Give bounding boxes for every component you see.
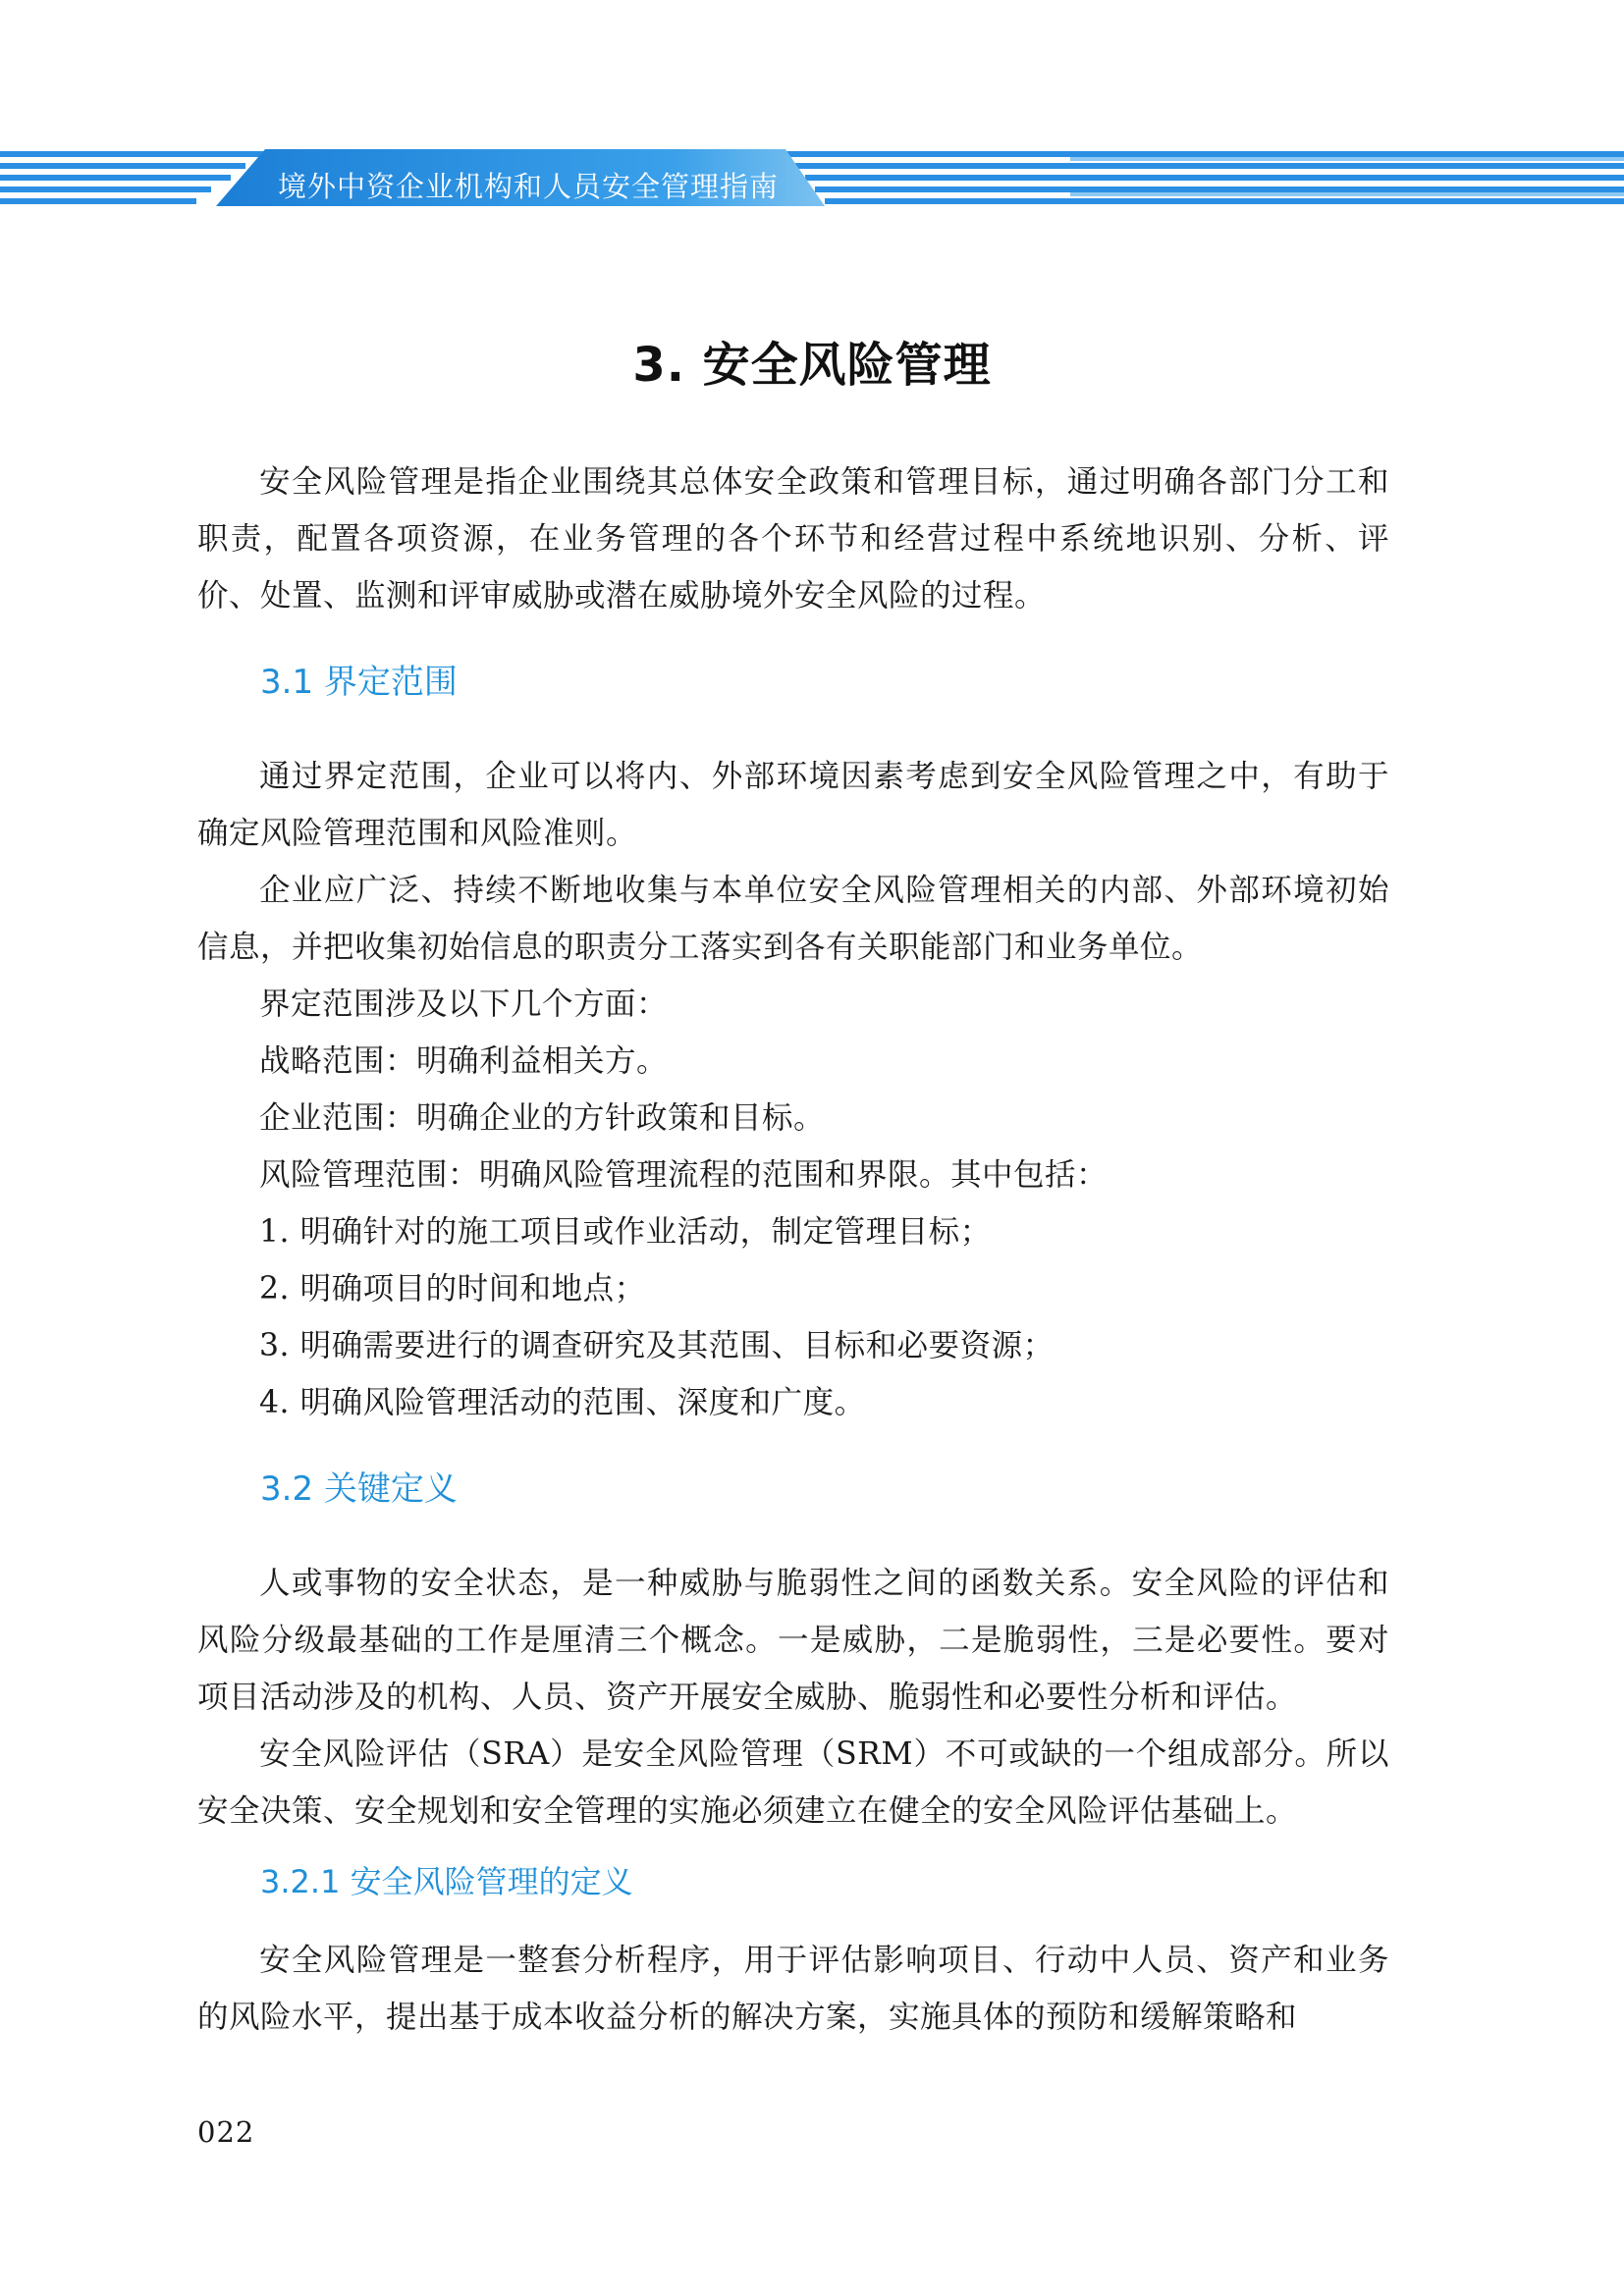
subsection-heading-3-2-1: 3.2.1 安全风险管理的定义 [260, 1863, 633, 1900]
section-heading-3-2: 3.2 关键定义 [260, 1469, 458, 1509]
paragraph: 界定范围涉及以下几个方面： [259, 987, 669, 1022]
page-number: 022 [197, 2115, 255, 2149]
paragraph: 战略范围：明确利益相关方。 [259, 1043, 669, 1079]
paragraph: 风险管理范围：明确风险管理流程的范围和界限。其中包括： [259, 1157, 1109, 1193]
list-item: 1. 明确针对的施工项目或作业活动，制定管理目标； [259, 1214, 992, 1250]
paragraph: 通过界定范围，企业可以将内、外部环境因素考虑到安全风险管理之中，有助于确定风险管理范围和风险准则。 [197, 759, 1389, 851]
list-item: 3. 明确需要进行的调查研究及其范围、目标和必要资源； [259, 1328, 1055, 1363]
paragraph: 企业范围：明确企业的方针政策和目标。 [259, 1100, 826, 1136]
chapter-intro-paragraph: 安全风险管理是指企业围绕其总体安全政策和管理目标，通过明确各部门分工和职责，配置各项资源，在业务管理的各个环节和经营过程中系统地识别、分析、评价、处置、监测和评审威胁或潜在威胁境外安全风险的过程。 [197, 464, 1389, 614]
running-header-band [0, 149, 1624, 206]
paragraph: 企业应广泛、持续不断地收集与本单位安全风险管理相关的内部、外部环境初始信息，并把收集初始信息的职责分工落实到各有关职能部门和业务单位。 [197, 873, 1389, 965]
running-header-title: 境外中资企业机构和人员安全管理指南 [278, 170, 780, 203]
list-item: 2. 明确项目的时间和地点； [259, 1271, 646, 1307]
paragraph: 安全风险评估（SRA）是安全风险管理（SRM）不可或缺的一个组成部分。所以安全决策、安全规划和安全管理的实施必须建立在健全的安全风险评估基础上。 [197, 1736, 1389, 1829]
page-body [197, 454, 1389, 2046]
chapter-title: 3. 安全风险管理 [632, 338, 992, 393]
section-heading-3-1: 3.1 界定范围 [260, 663, 458, 702]
paragraph: 安全风险管理是一整套分析程序，用于评估影响项目、行动中人员、资产和业务的风险水平，提出基于成本收益分析的解决方案，实施具体的预防和缓解策略和 [197, 1943, 1389, 2035]
paragraph: 人或事物的安全状态，是一种威胁与脆弱性之间的函数关系。安全风险的评估和风险分级最基础的工作是厘清三个概念。一是威胁，二是脆弱性，三是必要性。要对项目活动涉及的机构、人员、资产开展安全威胁、脆弱性和必要性分析和评估。 [197, 1566, 1389, 1715]
header-stripes-graphic [0, 149, 1624, 206]
list-item: 4. 明确风险管理活动的范围、深度和广度。 [259, 1385, 866, 1420]
